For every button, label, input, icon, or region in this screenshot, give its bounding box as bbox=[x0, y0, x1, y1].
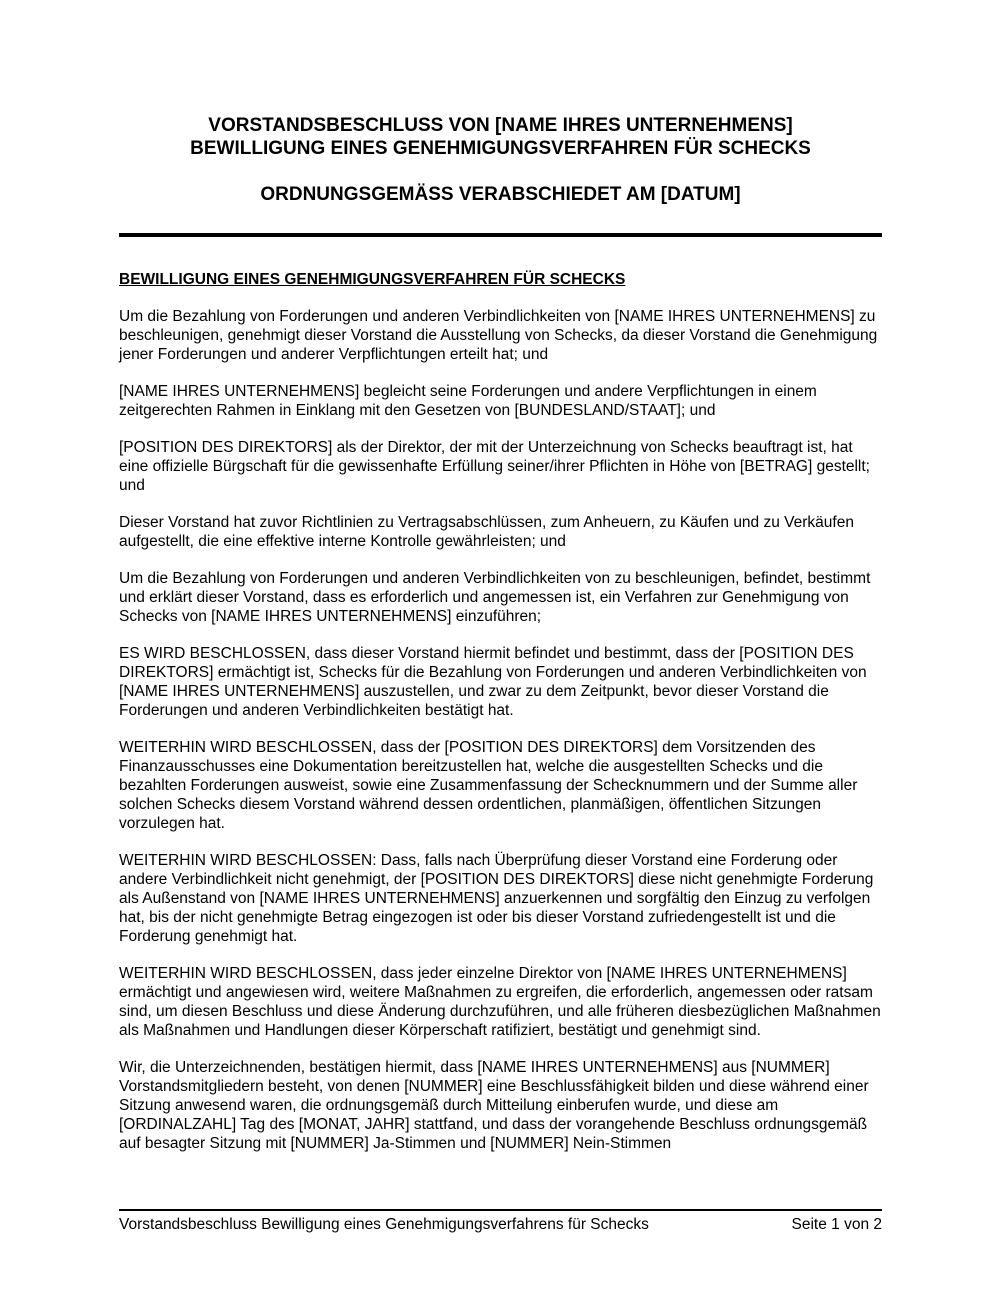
body-paragraph-2: [NAME IHRES UNTERNEHMENS] begleicht seine Forderungen und andere Verpflichtungen in einem zeitgerechten Rahmen in Einklang mit den Gesetzen von [BUNDESLAND/STAAT]; und bbox=[119, 383, 817, 419]
document-title bbox=[119, 114, 882, 206]
footer-row bbox=[119, 1215, 882, 1234]
body-paragraph-3: [POSITION DES DIREKTORS] als der Direktor, der mit der Unterzeichnung von Schecks beauftragt ist, hat eine offizielle Bürgschaft für die gewissenhafte Erfüllung seiner/ihrer Pflichten in Höhe von [BETRAG] gestellt; und bbox=[119, 439, 870, 494]
page-footer bbox=[119, 1209, 882, 1234]
body-paragraph-4: Dieser Vorstand hat zuvor Richtlinien zu Vertragsabschlüssen, zum Anheuern, zu Käufen und zu Verkäufen aufgestellt, die eine effektive interne Kontrolle gewährleisten; und bbox=[119, 514, 854, 550]
document-title-line-3: ORDNUNGSGEMÄSS VERABSCHIEDET AM [DATUM] bbox=[260, 184, 741, 205]
footer-document-name: Vorstandsbeschluss Bewilligung eines Genehmigungsverfahrens für Schecks bbox=[119, 1216, 649, 1233]
footer-divider-rule bbox=[119, 1209, 882, 1211]
body-paragraph-7: WEITERHIN WIRD BESCHLOSSEN, dass der [POSITION DES DIREKTORS] dem Vorsitzenden des Finanzausschusses eine Dokumentation bereitzustellen hat, welche die ausgestellten Schecks und die bezahlten Forderungen ausweist, sowie eine Zusammenfassung der Schecknummern und der Summe aller solchen Schecks diesem Vorstand während dessen ordentlichen, planmäßigen, öffentlichen Sitzungen vorzulegen hat. bbox=[119, 739, 858, 832]
section-heading: BEWILLIGUNG EINES GENEHMIGUNGSVERFAHREN FÜR SCHECKS bbox=[119, 271, 626, 288]
document-title-line-1: VORSTANDSBESCHLUSS VON [NAME IHRES UNTERNEHMENS] bbox=[208, 115, 793, 136]
body-paragraph-1: Um die Bezahlung von Forderungen und anderen Verbindlichkeiten von [NAME IHRES UNTERNEHMENS] zu beschleunigen, genehmigt dieser Vorstand die Ausstellung von Schecks, da dieser Vorstand die Genehmigung jener Forderungen und anderer Verpflichtungen erteilt hat; und bbox=[119, 308, 878, 363]
title-divider-rule bbox=[119, 233, 882, 237]
body-paragraph-8: WEITERHIN WIRD BESCHLOSSEN: Dass, falls nach Überprüfung dieser Vorstand eine Forderung oder andere Verbindlichkeit nicht genehmigt, der [POSITION DES DIREKTORS] diese nicht genehmigte Forderung als Außenstand von [NAME IHRES UNTERNEHMENS] anzuerkennen und sorgfältig den Einzug zu verfolgen hat, bis der nicht genehmigte Betrag eingezogen ist oder bis dieser Vorstand zufriedengestellt ist und die Forderung genehmigt hat. bbox=[119, 852, 874, 945]
page-number: Seite 1 von 2 bbox=[791, 1216, 882, 1233]
body-paragraph-5: Um die Bezahlung von Forderungen und anderen Verbindlichkeiten von zu beschleunigen, befindet, bestimmt und erklärt dieser Vorstand, dass es erforderlich und angemessen ist, ein Verfahren zur Genehmigung von Schecks von [NAME IHRES UNTERNEHMENS] einzuführen; bbox=[119, 570, 871, 625]
document-title-line-2: BEWILLIGUNG EINES GENEHMIGUNGSVERFAHREN FÜR SCHECKS bbox=[190, 138, 811, 159]
body-paragraph-10: Wir, die Unterzeichnenden, bestätigen hiermit, dass [NAME IHRES UNTERNEHMENS] aus [NUMMER] Vorstandsmitgliedern besteht, von denen [NUMMER] eine Beschlussfähigkeit bilden und diese während einer Sitzung anwesend waren, die ordnungsgemäß durch Mitteilung einberufen wurde, und diese am [ORDINALZAHL] Tag des [MONAT, JAHR] stattfand, und dass der vorangehende Beschluss ordnungsgemäß auf besagter Sitzung mit [NUMMER] Ja-Stimmen und [NUMMER] Nein-Stimmen bbox=[119, 1059, 869, 1152]
body-paragraph-9: WEITERHIN WIRD BESCHLOSSEN, dass jeder einzelne Direktor von [NAME IHRES UNTERNEHMENS] ermächtigt und angewiesen wird, weitere Maßnahmen zu ergreifen, die erforderlich, angemessen oder ratsam sind, um diesen Beschluss und diese Änderung durchzuführen, und alle früheren diesbezüglichen Maßnahmen als Maßnahmen und Handlungen dieser Körperschaft ratifiziert, bestätigt und genehmigt sind. bbox=[119, 965, 881, 1039]
body-paragraph-6: ES WIRD BESCHLOSSEN, dass dieser Vorstand hiermit befindet und bestimmt, dass der [POSITION DES DIREKTORS] ermächtigt ist, Schecks für die Bezahlung von Forderungen und anderen Verbindlichkeiten von [NAME IHRES UNTERNEHMENS] auszustellen, und zwar zu dem Zeitpunkt, bevor dieser Vorstand die Forderungen und anderen Verbindlichkeiten bestätigt hat. bbox=[119, 645, 867, 719]
